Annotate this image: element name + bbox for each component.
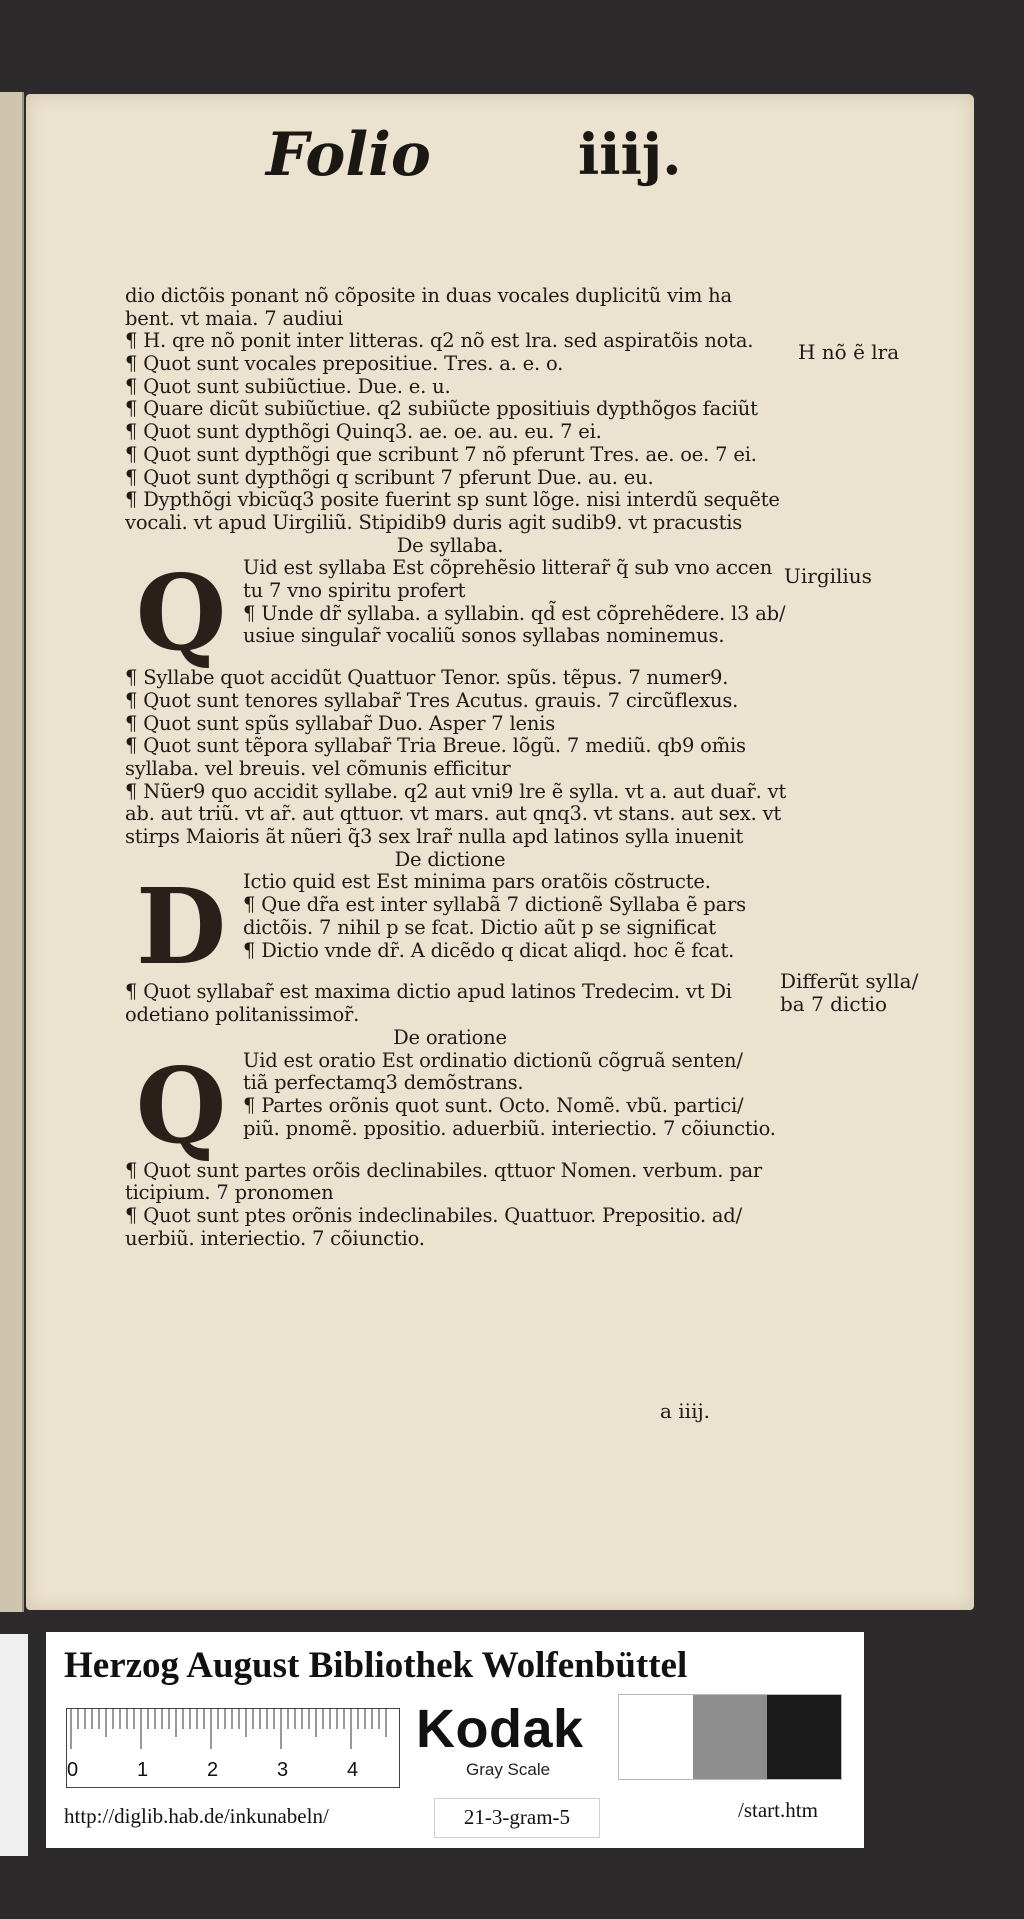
- text-line: ¶ Quot sunt ptes orõnis indeclinabiles. Quattuor. Prepositio. ad/: [125, 1203, 742, 1227]
- text-line: ¶ Quot sunt subiũctiue. Due. e. u.: [125, 374, 451, 398]
- folio-title: Folio: [266, 120, 431, 190]
- text-line: tiã perfectamq3 demõstrans.: [243, 1071, 524, 1095]
- catalog-url-tail: /start.htm: [738, 1798, 818, 1822]
- text-line: ¶ Quot sunt partes orõis declinabiles. qttuor Nomen. verbum. par: [125, 1158, 763, 1182]
- text-line: odetiano politanissimor̃.: [125, 1003, 360, 1027]
- section-heading-oratione: De oratione: [393, 1025, 507, 1049]
- grayscale-label: Gray Scale: [466, 1760, 551, 1779]
- margin-note-differunt-2: ba 7 dictio: [780, 992, 888, 1016]
- text-line: ¶ H. qre nõ ponit inter litteras. q2 nõ est lra. sed aspiratõis nota.: [125, 329, 754, 353]
- margin-note-h: H nõ ẽ lra: [798, 340, 900, 364]
- ruler-ticks: [67, 1709, 401, 1759]
- ruler-label: 0: [67, 1759, 79, 1781]
- text-line: ¶ Que dr̃a est inter syllabã 7 dictionẽ Syllaba ẽ pars: [243, 893, 746, 917]
- ruler-label: 3: [277, 1759, 289, 1781]
- text-line: ¶ Dictio vnde dr̃. A dicẽdo q dicat aliqd. hoc ẽ fcat.: [243, 938, 735, 962]
- text-line: ¶ Dypthõgi vbicũq3 posite fuerint sp sunt lõge. nisi interdũ sequẽte: [125, 488, 780, 512]
- drop-cap-q: Q: [135, 551, 227, 675]
- text-line: ¶ Quot sunt tenores syllabar̃ Tres Acutus. grauis. 7 circũflexus.: [125, 688, 739, 712]
- text-column: [125, 284, 787, 1250]
- text-line: ¶ Quot sunt dypthõgi q scribunt 7 pferunt Due. au. eu.: [125, 465, 654, 489]
- ruler-label: 4: [347, 1759, 359, 1781]
- text-line: syllaba. vel breuis. vel cõmunis efficitur: [125, 757, 511, 780]
- text-line: ¶ Quot sunt spũs syllabar̃ Duo. Asper 7 lenis: [125, 711, 556, 735]
- text-line: uerbiũ. interiectio. 7 cõiunctio.: [125, 1226, 425, 1250]
- text-line: usiue singular̃ vocaliũ sonos syllabas nominemus.: [243, 624, 725, 648]
- text-line: vocali. vt apud Uirgiliũ. Stipidib9 duris agit sudib9. vt pracustis: [125, 510, 743, 534]
- text-line: ¶ Quot sunt dypthõgi Quinq3. ae. oe. au. eu. 7 ei.: [125, 420, 602, 444]
- text-line: ¶ Quot syllabar̃ est maxima dictio apud latinos Tredecim. vt Di: [125, 980, 732, 1004]
- drop-cap-block-syllaba: [125, 551, 786, 675]
- text-line: ¶ Partes orõnis quot sunt. Octo. Nomẽ. vbũ. partici/: [243, 1093, 744, 1117]
- text-line: ab. aut triũ. vt ar̃. aut qttuor. vt mars. aut qnq3. vt stans. aut sex. vt: [125, 802, 782, 826]
- ruler-label: 2: [207, 1759, 219, 1781]
- text-line: ¶ Nũer9 quo accidit syllabe. q2 aut vni9 lre ẽ sylla. vt a. aut duar̃. vt: [125, 779, 787, 803]
- kodak-brand: Kodak: [416, 1699, 584, 1759]
- margin-note-virgilius: Uirgilius: [784, 564, 872, 588]
- text-line: ¶ Unde dr̃ syllaba. a syllabin. qd̃ est cõprehẽdere. l3 ab/: [243, 601, 786, 625]
- drop-cap-q: Q: [135, 1043, 227, 1167]
- library-color-target-card: [46, 1632, 864, 1848]
- text-line: ¶ Quot sunt vocales prepositiue. Tres. a. e. o.: [125, 352, 564, 376]
- text-line: ¶ Quot sunt tẽpora syllabar̃ Tria Breue. lõgũ. 7 mediũ. qb9 om̃is: [125, 734, 746, 758]
- text-line: Uid est syllaba Est cõprehẽsio litterar̃ q̃ sub vno accen: [243, 556, 773, 580]
- previous-page-edge: [0, 92, 24, 1612]
- text-line: ¶ Quot sunt dypthõgi que scribunt 7 nõ pferunt Tres. ae. oe. 7 ei.: [125, 442, 757, 466]
- section-heading-dictione: De dictione: [394, 847, 506, 871]
- measurement-ruler: [66, 1708, 400, 1788]
- text-line: dictõis. 7 nihil p se fcat. Dictio aũt p se significat: [243, 915, 716, 939]
- swatch-gray: [693, 1695, 767, 1779]
- drop-cap-block-oratione: [125, 1043, 776, 1167]
- text-line: stirps Maioris ãt nũeri q̃3 sex lrar̃ nulla apd latinos sylla inuenit: [125, 825, 744, 849]
- ruler-label: 1: [137, 1759, 149, 1781]
- drop-cap-block-dictione: [125, 865, 775, 989]
- grayscale-swatches: [618, 1694, 842, 1780]
- swatch-black: [767, 1695, 841, 1779]
- text-line: dio dictõis ponant nõ cõposite in duas vocales duplicitũ vim ha: [125, 284, 732, 307]
- catalog-url: http://diglib.hab.de/inkunabeln/: [64, 1804, 329, 1828]
- folio-number: iiij.: [578, 122, 682, 188]
- text-line: tu 7 vno spiritu profert: [243, 578, 466, 602]
- text-line: ¶ Syllabe quot accidũt Quattuor Tenor. spũs. tẽpus. 7 numer9.: [125, 666, 729, 690]
- signature-mark: a iiij.: [660, 1399, 711, 1423]
- adjacent-color-target-stub: [0, 1634, 28, 1856]
- swatch-white: [619, 1695, 693, 1779]
- drop-cap-d: D: [136, 865, 226, 989]
- text-line: Ictio quid est Est minima pars oratõis cõstructe.: [243, 870, 711, 894]
- section-heading-syllaba: De syllaba.: [396, 533, 504, 557]
- text-line: bent. vt maia. 7 audiui: [125, 306, 343, 330]
- text-line: Uid est oratio Est ordinatio dictionũ cõgruã senten/: [243, 1048, 743, 1072]
- library-name: Herzog August Bibliothek Wolfenbüttel: [64, 1645, 688, 1686]
- margin-note-differunt: Differũt sylla/: [780, 969, 919, 993]
- shelfmark: 21-3-gram-5: [434, 1798, 600, 1838]
- text-line: ¶ Quare dicũt subiũctiue. q2 subiũcte ppositiuis dypthõgos faciũt: [125, 397, 758, 421]
- text-line: ticipium. 7 pronomen: [125, 1181, 334, 1205]
- text-line: piũ. pnomẽ. ppositio. aduerbiũ. interiectio. 7 cõiunctio.: [243, 1116, 776, 1140]
